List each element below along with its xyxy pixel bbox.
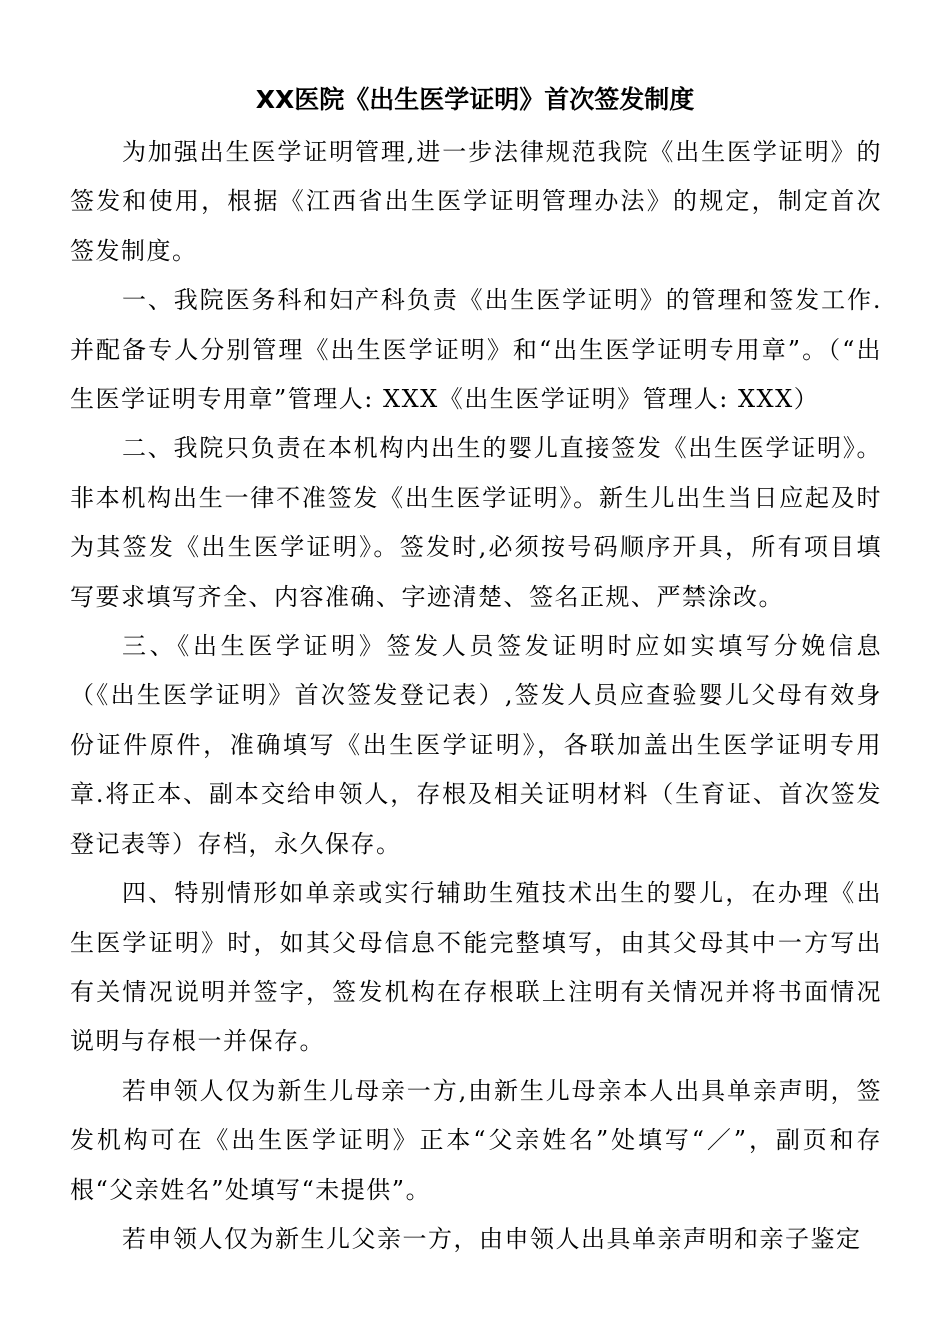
document-title: XX医院《出生医学证明》首次签发制度 [255,85,695,114]
paragraph-intro: 为加强出生医学证明管理,进一步法律规范我院《出生医学证明》的签发和使用，根据《江西省出生医学证明管理办法》的规定，制定首次签发制度。 [70,138,882,265]
paragraph-clause-4: 四、特别情形如单亲或实行辅助生殖技术出生的婴儿，在办理《出生医学证明》时，如其父母信息不能完整填写，由其父母其中一方写出有关情况说明并签字，签发机构在存根联上注明有关情况并将书面情况说明与存根一并保存。 [70,879,882,1056]
paragraph-father-only: 若申领人仅为新生儿父亲一方，由申领人出具单亲声明和亲子鉴定 [122,1224,862,1253]
paragraph-clause-3: 三、《出生医学证明》签发人员签发证明时应如实填写分娩信息（《出生医学证明》首次签发登记表）,签发人员应查验婴儿父母有效身份证件原件，准确填写《出生医学证明》，各联加盖出生医学证明专用章.将正本、副本交给申领人，存根及相关证明材料（生育证、首次签发登记表等）存档，永久保存。 [70,632,882,858]
document-body [70,128,882,1264]
paragraph-mother-only: 若申领人仅为新生儿母亲一方,由新生儿母亲本人出具单亲声明，签发机构可在《出生医学证明》正本“父亲姓名”处填写“／”，副页和存根“父亲姓名”处填写“未提供”。 [70,1076,882,1204]
paragraph-clause-1: 一、我院医务科和妇产科负责《出生医学证明》的管理和签发工作.并配备专人分别管理《出生医学证明》和“出生医学证明专用章”。（“出生医学证明专用章”管理人: XXX《出生医学证明》管理人: XXX） [70,286,882,414]
paragraph-clause-2: 二、我院只负责在本机构内出生的婴儿直接签发《出生医学证明》。非本机构出生一律不准签发《出生医学证明》。新生儿出生当日应起及时为其签发《出生医学证明》。签发时,必须按号码顺序开具，所有项目填写要求填写齐全、内容准确、字迹清楚、签名正规、严禁涂改。 [70,434,882,611]
